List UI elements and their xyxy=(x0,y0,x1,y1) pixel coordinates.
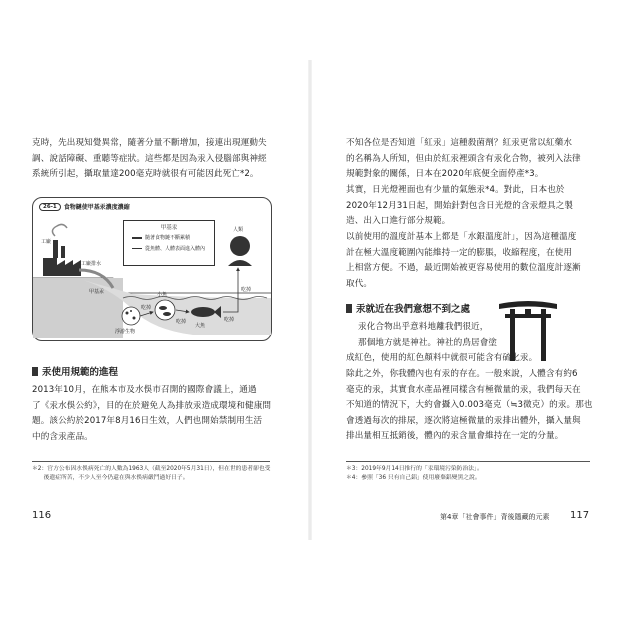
small-fish-icon xyxy=(155,300,175,320)
factory-icon xyxy=(43,224,81,276)
label-eat-1: 吃掉 xyxy=(141,305,152,311)
right-section-heading: 汞就近在我們意想不到之處 xyxy=(346,301,470,315)
legend-item-accumulate: 隨著食物鏈不斷累積 xyxy=(132,234,190,241)
right-para-1: 不知各位是否知道「紅汞」這種殺菌劑？紅汞更常以紅藥水 的名稱為人所知，但由於紅汞裡頭含有汞化合物，被列入法律 規範對象的關係，日本在2020年底便全面停產*3。 xyxy=(346,138,581,179)
land-shape xyxy=(33,278,123,338)
figure-title: 26-1 食物鏈使甲基汞濃度濃縮 xyxy=(39,202,130,211)
figure-legend: 甲基汞 隨著食物鏈不斷累積 從魚體、人體表面進入體內 xyxy=(123,220,215,266)
right-footnote-rule xyxy=(346,461,590,462)
food-chain-figure xyxy=(32,197,272,341)
thick-arrow-icon xyxy=(132,237,142,239)
label-wastewater: 工廠排水 xyxy=(81,261,102,267)
label-human: 人類 xyxy=(233,227,244,233)
label-big-fish: 大魚 xyxy=(195,323,206,329)
right-page-number: 117 xyxy=(570,510,590,521)
left-footnote: ＊2：官方公布因水俁病死亡的人數為1963人（截至2020年5月31日），但在世的患者卻也受 後遺症所苦，不少人至今仍還在與水俁病嚴鬥過好日子。 xyxy=(32,466,271,481)
plankton-icon xyxy=(122,307,140,325)
running-head: 第4章「社會事件」背後隱藏的元素 xyxy=(440,513,550,521)
label-small-fish: 小魚 xyxy=(157,292,168,298)
heading-marker-icon xyxy=(32,367,38,376)
left-footnote-rule xyxy=(32,461,270,462)
right-para-3: 以前使用的溫度計基本上都是「水銀溫度計」，因為這種溫度 計在極大溫度範圍內能維持一定的膨脹，收縮程度，在使用 上相當方便。不過，最近開始被更容易使用的數位溫度計逐漸 取代。 xyxy=(346,232,581,289)
label-factory: 工廠 xyxy=(41,239,52,245)
left-page-number: 116 xyxy=(32,510,52,521)
right-para-4: 汞化合物出乎意料地離我們很近， 那個地方就是神社。神社的鳥居會塗 成紅色，使用的紅色顏料中就很可能含有硫化汞。 xyxy=(346,322,538,363)
left-para-2: 2013年10月，在熊本市及水俁市召開的國際會議上，通過 了《汞水俁公約》，目的在於避免人為排放汞造成環境和健康問 題。該公約於2017年8月16日生效，人們也開始禁制用生活 中的含汞產品。 xyxy=(32,385,272,442)
human-icon xyxy=(228,236,252,266)
label-methylmercury: 甲基汞 xyxy=(89,289,105,295)
legend-item-absorb: 從魚體、人體表面進入體內 xyxy=(132,245,205,252)
right-para-5: 除此之外，你我體內也有汞的存在。一般來說，人體含有約6 毫克的汞，其實食水產品裡同樣含有極微量的汞，我們每天在 不知道的情況下，大約會攝入0.003毫克（≒3微克）的汞。那也 會透過每次的排尿，逐次將這極微量的汞排出體外，攝入量與 排出量相互抵銷後，體內的汞含量會維持在一定的分量。 xyxy=(346,369,593,441)
label-eat-2: 吃掉 xyxy=(176,319,187,325)
left-section-heading: 汞使用規範的進程 xyxy=(32,364,118,378)
right-para-2: 其實，日光燈裡面也有少量的氣態汞*4。對此，日本也於 2020年12月31日起，開始針對包含日光燈的含汞燈具之製 造、出入口進行部分規範。 xyxy=(346,185,574,226)
left-para-1: 克時，先出現知覺異常，隨著分量不斷增加，接連出現運動失 調、說話障礙、重聽等症狀。這些都是因為汞入侵腦部與神經 系統所引起，攝取量達200毫克時就很有可能因此死亡*2。 xyxy=(32,138,267,179)
label-plankton: 浮游生物 xyxy=(115,329,136,335)
thin-arrow-icon xyxy=(132,248,142,249)
label-eat-4: 吃掉 xyxy=(241,287,252,293)
label-eat-3: 吃掉 xyxy=(224,317,235,323)
heading-marker-icon xyxy=(346,304,352,313)
right-footnote: ＊3：2019年9月14日推行的「汞環境污染防治法」。 ＊4：參照「36 只有自己鋁」使用廢棄鋁變黑之說。 xyxy=(346,466,483,481)
